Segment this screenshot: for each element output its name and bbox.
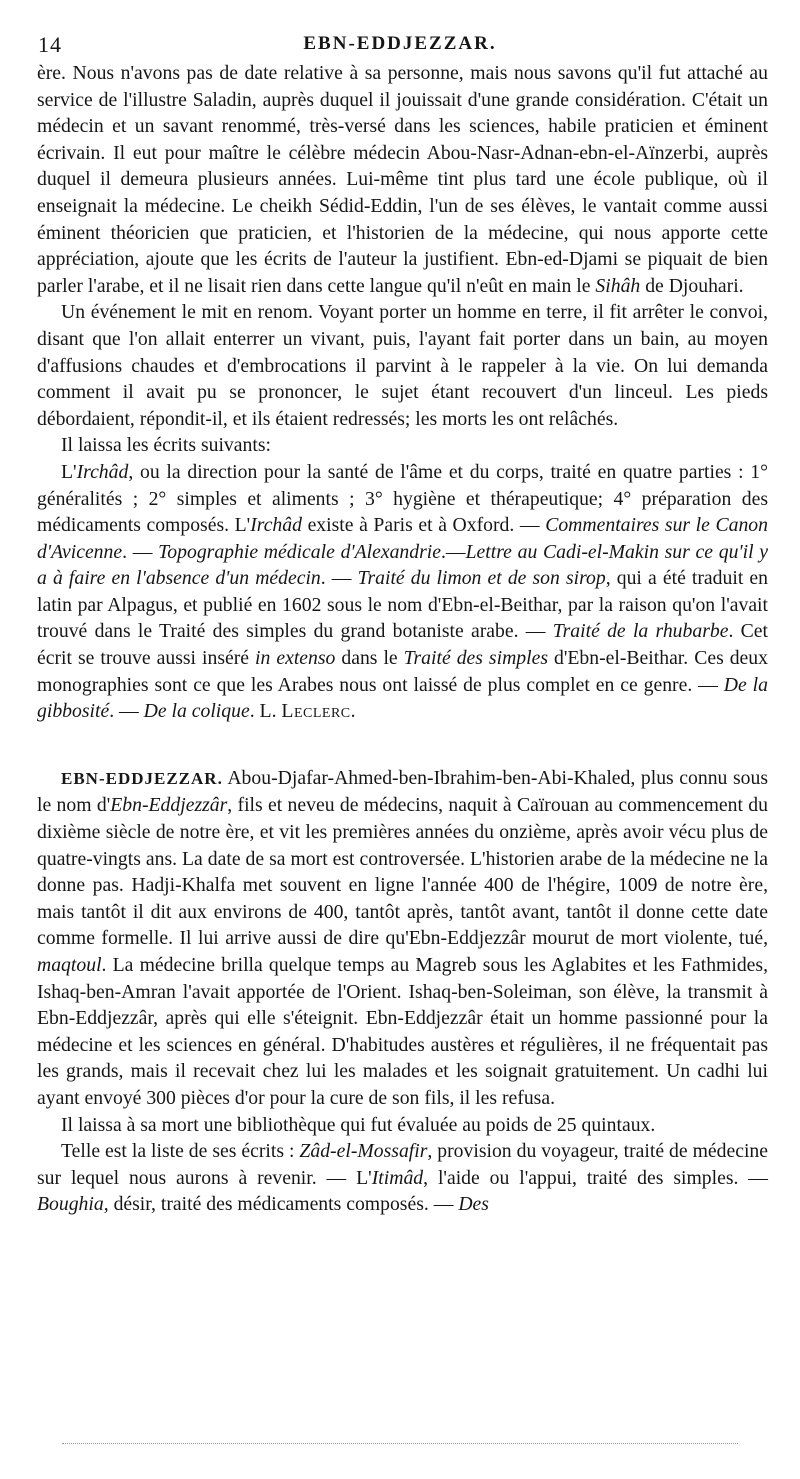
section-gap [37, 725, 768, 765]
italic-title: Lettre au Cadi-el-Makin sur ce qu'il y a à faire en l'absence d'un médecin [37, 540, 769, 590]
text-run: . — [122, 540, 159, 563]
paragraph-writings [37, 1138, 768, 1218]
italic-title: De la colique [143, 700, 250, 723]
paragraph: Il laissa à sa mort une bibliothèque qui fut évaluée au poids de 25 quintaux. [61, 1113, 656, 1136]
text-run: L' [61, 460, 77, 483]
italic-title: Zâd-el-Mossafir [299, 1140, 428, 1163]
paragraph: Il laissa les écrits suivants: [61, 434, 271, 457]
text-run: , provision du voyageur, traité de médecine sur lequel nous aurons à revenir. — L' [37, 1140, 768, 1189]
text-run: . La médecine brilla quelque temps au Magreb sous les Aglabites et les Fathmides, Ishaq-ben-Amran l'avait apportée de l'Orient. Ishaq-ben-Soleiman, son élève, la transmit à Ebn-Eddjezzâr, après qui elle s'éteignit. Ebn-Eddjezzâr était un homme passionné pour la médecine et les sciences en général. D'habitudes austères et régulières, il ne fréquentait pas les grands, mais il recevait chez lui les malades et les soignait gratuitement. Un cadhi lui ayant envoyé 300 pièces d'or pour la cure de son fils, il les refusa. [37, 954, 768, 1109]
italic-title: Traité du limon et de son sirop [357, 567, 606, 590]
text-run: . — [320, 567, 358, 590]
italic-title: Irchâd [250, 514, 302, 537]
text-run: . Cet écrit se trouve aussi inséré [37, 620, 768, 670]
text-run: Abou-Djafar-Ahmed-ben-Ibrahim-ben-Abi-Khaled, plus connu sous le nom d' [37, 766, 768, 817]
paragraph-writings [37, 459, 768, 725]
italic-title: Traité de la rhubarbe [552, 620, 729, 643]
italic-phrase: in extenso [255, 647, 336, 670]
text-run: d'Ebn-el-Beithar. Ces deux monographies sont ce que les Arabes nous ont laissé de plus complet en ce genre. — [37, 647, 768, 696]
italic-name: Ebn-Eddjezzâr [110, 794, 228, 817]
text-run: , ou la direction pour la santé de l'âme et du corps, traité en quatre parties : 1° généralités ; 2° simples et aliments ; 3° hygiène et thérapeutique; 4° préparation des médicaments composés. L' [37, 460, 768, 537]
text-run: . L. [249, 700, 282, 723]
italic-title: Boughia [37, 1193, 104, 1216]
text-run: , fils et neveu de médecins, naquit à Caïrouan au commencement du dixième siècle de notre ère, et vit les premières années du onzième, après avoir vécu plus de quatre-vingts ans. La date de sa mort est controversée. L'historien arabe de la médecine ne la donne pas. Hadji-Khalfa met souvent en ligne l'année 400 de l'hégire, 1009 de notre ère, mais tantôt il dit aux environs de 400, tantôt après, tantôt avant, tantôt il donne cette date comme formelle. Il lui arrive aussi de dire qu'Ebn-Eddjezzâr mourut de mort violente, tué, [37, 794, 768, 950]
footer-rule [62, 1443, 738, 1444]
italic-title: Traité des simples [403, 647, 548, 670]
page-header [33, 28, 767, 62]
running-head: EBN-EDDJEZZAR. [303, 33, 497, 54]
author-signature: Leclerc. [281, 700, 357, 723]
text-run: de Djouhari. [640, 274, 744, 297]
italic-title: Itimâd [371, 1166, 424, 1189]
article-paragraph [37, 765, 768, 1112]
italic-title: Des [458, 1193, 489, 1216]
italic-title: Sihâh [595, 274, 641, 297]
article-heading: EBN-EDDJEZZAR. [61, 768, 223, 788]
text-run: , l'aide ou l'appui, traité des simples. — [423, 1166, 768, 1189]
italic-title: Irchâd [76, 460, 129, 483]
italic-word: maqtoul [37, 954, 102, 976]
text-run: Telle est la liste de ses écrits : [61, 1140, 300, 1163]
text-run: existe à Paris et à Oxford. — [301, 514, 546, 537]
page-number: 14 [38, 32, 62, 57]
italic-title: Topographie médicale d'Alexandrie [158, 540, 441, 563]
italic-title: De la gibbosité [37, 673, 768, 723]
paragraph [37, 60, 768, 299]
text-run: , qui a été traduit en latin par Alpagus, et publié en 1602 sous le nom d'Ebn-el-Beithar, par la raison qu'on l'avait trouvé dans le Traité des simples du grand botaniste arabe. — [37, 567, 768, 643]
text-run: . — [109, 700, 144, 723]
text-run: .— [441, 540, 466, 563]
italic-title: Commentaires sur le Canon d'Avicenne [37, 514, 768, 563]
text-run: ère. Nous n'avons pas de date relative à sa personne, mais nous savons qu'il fut attaché au service de l'illustre Saladin, auprès duquel il jouissait d'une grande considération. C'était un médecin et un savant renommé, très-versé dans les sciences, habile praticien et éminent écrivain. Il eut pour maître le célèbre médecin Abou-Nasr-Adnan-ebn-el-Aïnzerbi, auprès duquel il demeura plusieurs années. Lui-même tint plus tard une école publique, où il enseignait la médecine. Le cheikh Sédid-Eddin, l'un de ses élèves, le vantait comme aussi éminent théoricien que praticien, et l'historien de la médecine, qui nous apporte cette appréciation, ajoute que les écrits de l'auteur la justifient. Ebn-ed-Djami se piquait de bien parler l'arabe, et il ne lisait rien dans cette langue qu'il n'eût en main le [37, 62, 768, 297]
body-text [37, 60, 768, 1218]
text-run: dans le [335, 647, 404, 670]
paragraph: Un événement le mit en renom. Voyant porter un homme en terre, il fit arrêter le convoi, disant que l'on allait enterrer un vivant, puis, l'ayant fait porter dans un bain, au moyen d'affusions chaudes et d'embrocations il parvint à le rappeler à la vie. On lui demanda comment il avait pu se prononcer, le sujet étant recouvert d'un linceul. Les pieds débordaient, répondit-il, et ils étaient redressés; les morts les ont relâchés. [37, 301, 768, 430]
text-run: , désir, traité des médicaments composés. — [103, 1193, 459, 1216]
